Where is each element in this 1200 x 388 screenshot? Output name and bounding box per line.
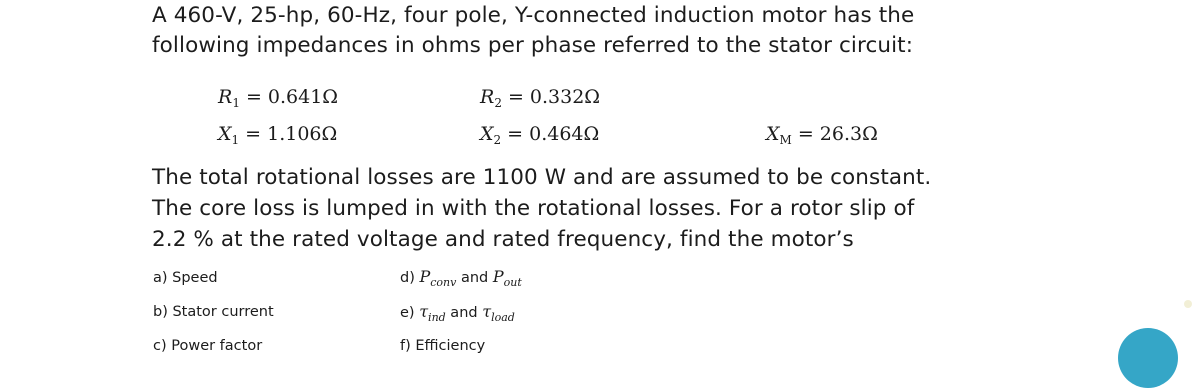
p-conv-symbol: P (419, 267, 431, 286)
r1-symbol: R (218, 86, 233, 108)
part-e-and: and (445, 305, 483, 321)
part-a: a) Speed (153, 270, 218, 286)
x2-value: = 0.464Ω (507, 123, 600, 145)
impedance-x2 (480, 123, 599, 147)
corner-decoration-icon (1118, 328, 1178, 388)
tau-load-symbol: τ (482, 302, 492, 321)
x1-value: = 1.106Ω (245, 123, 338, 145)
p-out-subscript: out (503, 276, 522, 289)
xm-value: = 26.3Ω (797, 123, 878, 145)
part-d-and: and (456, 270, 493, 286)
part-c: c) Power factor (153, 338, 263, 354)
x1-subscript: 1 (231, 133, 240, 147)
r2-value: = 0.332Ω (507, 86, 601, 108)
intro-line-2: following impedances in ohms per phase referred to the stator circuit: (152, 33, 914, 58)
r2-symbol: R (480, 86, 495, 108)
part-e-prefix: e) (400, 305, 420, 321)
body-line-1: The total rotational losses are 1100 W and are assumed to be constant. (152, 165, 932, 190)
part-e (400, 302, 515, 324)
xm-symbol: X (766, 123, 780, 145)
tau-load-subscript: load (491, 311, 515, 324)
impedance-r1 (218, 86, 338, 110)
body-line-3: 2.2 % at the rated voltage and rated frequency, find the motor’s (152, 227, 854, 252)
xm-subscript: M (779, 133, 792, 147)
part-d (400, 267, 522, 289)
body-line-2: The core loss is lumped in with the rotational losses. For a rotor slip of (152, 196, 915, 221)
impedance-xm (766, 123, 878, 147)
r2-subscript: 2 (494, 96, 502, 110)
p-out-symbol: P (492, 267, 504, 286)
x2-symbol: X (480, 123, 494, 145)
part-f: f) Efficiency (400, 338, 486, 354)
glare-spot-icon (1184, 300, 1192, 308)
part-d-prefix: d) (400, 270, 420, 286)
impedance-r2 (480, 86, 600, 110)
tau-ind-subscript: ind (428, 311, 446, 324)
r1-value: = 0.641Ω (245, 86, 339, 108)
x1-symbol: X (218, 123, 232, 145)
tau-ind-symbol: τ (419, 302, 429, 321)
p-conv-subscript: conv (430, 276, 457, 289)
impedance-x1 (218, 123, 337, 147)
intro-line-1: A 460-V, 25-hp, 60-Hz, four pole, Y-connected induction motor has the (152, 3, 915, 28)
part-b: b) Stator current (153, 304, 274, 320)
x2-subscript: 2 (493, 133, 502, 147)
r1-subscript: 1 (232, 96, 240, 110)
